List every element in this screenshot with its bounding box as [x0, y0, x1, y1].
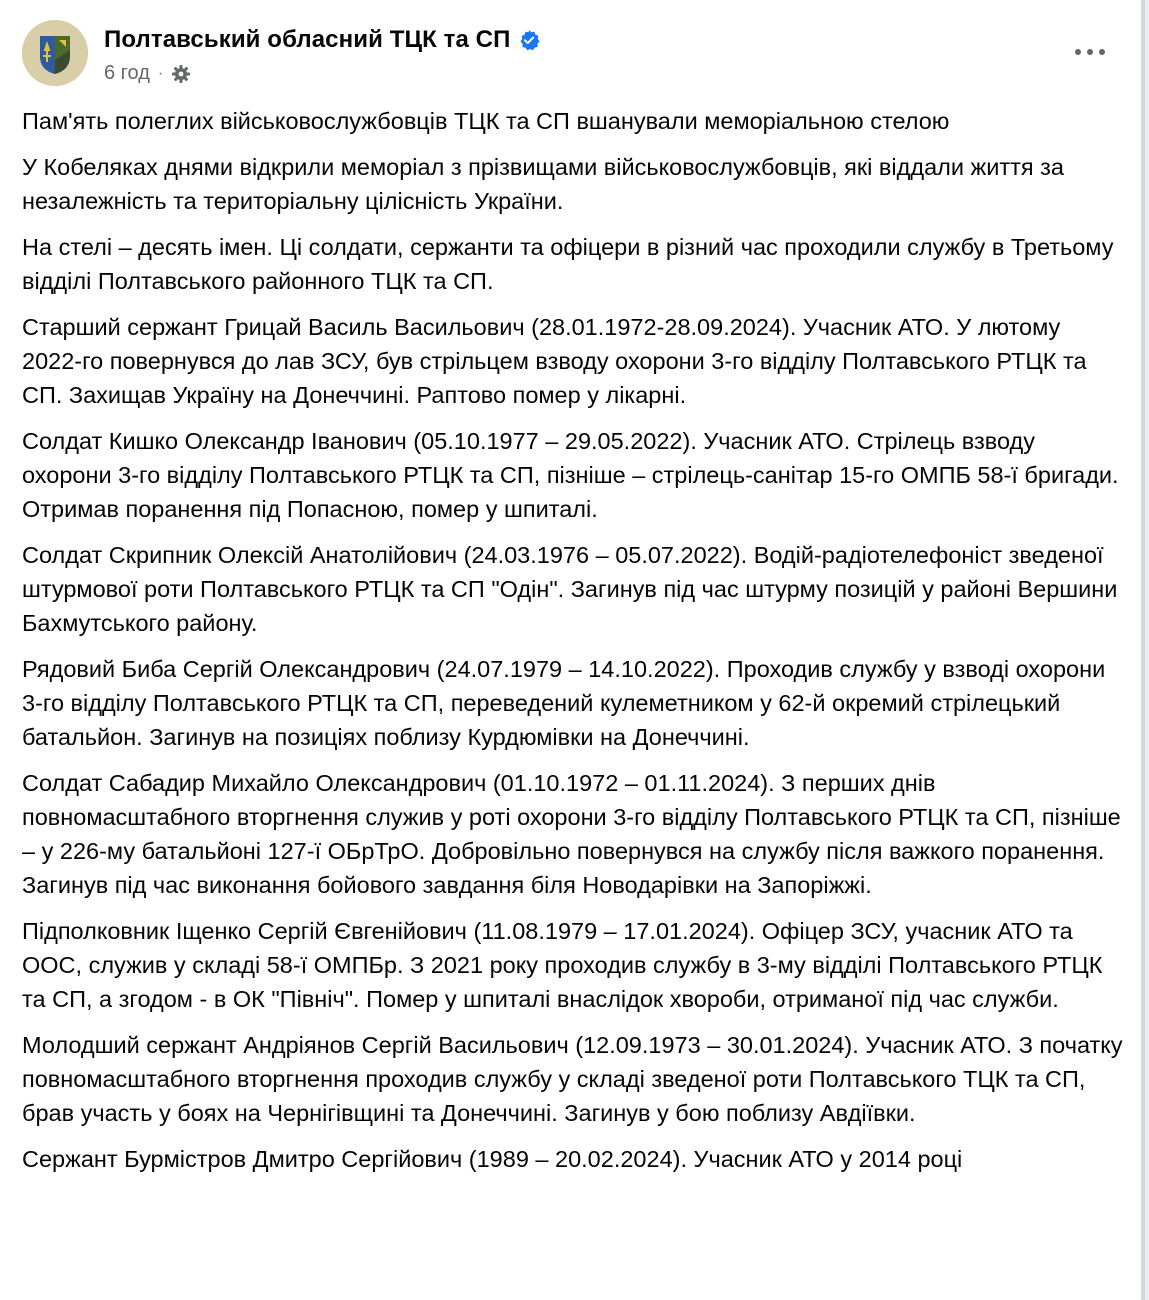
- more-options-icon: [1099, 49, 1105, 55]
- post-paragraph: Сержант Бурмістров Дмитро Сергійович (1989 – 20.02.2024). Учасник АТО у 2014 році: [22, 1146, 963, 1172]
- post-paragraph: Солдат Кишко Олександр Іванович (05.10.1977 – 29.05.2022). Учасник АТО. Стрілець взводу охорони 3-го відділу Полтавського РТЦК та СП, пізніше – стрілець-санітар 15-го ОМПБ 58-ї бригади. Отримав поранення під Попасною, помер у шпиталі.: [22, 428, 1119, 522]
- more-options-icon: [1087, 49, 1093, 55]
- post-paragraph: Рядовий Биба Сергій Олександрович (24.07.1979 – 14.10.2022). Проходив службу у взводі охорони 3-го відділу Полтавського РТЦК та СП, переведений кулеметником у 62-й окремий стрілецький батальйон. Загинув на позиціях поблизу Курдюмівки на Донеччині.: [22, 656, 1106, 750]
- post-paragraph: Старший сержант Грицай Василь Васильович (28.01.1972-28.09.2024). Учасник АТО. У лютому 2022-го повернувся до лав ЗСУ, був стрільцем взводу охорони 3-го відділу Полтавського РТЦК та СП. Захищав Україну на Донеччині. Раптово помер у лікарні.: [22, 314, 1087, 408]
- post-paragraph: На стелі – десять імен. Ці солдати, сержанти та офіцери в різний час проходили службу в Третьому відділі Полтавського районного ТЦК та СП.: [22, 234, 1114, 294]
- emblem-icon: [22, 20, 88, 86]
- post-paragraph: Солдат Сабадир Михайло Олександрович (01.10.1972 – 01.11.2024). З перших днів повномасштабного вторгнення служив у роті охорони 3-го відділу Полтавського РТЦК та СП, пізніше – у 226-му батальйоні 127-ї ОБрТрО. Добровільно повернувся на службу після важкого поранення. Загинув під час виконання бойового завдання біля Новодарівки на Запоріжжі.: [22, 770, 1121, 898]
- page-avatar[interactable]: [22, 20, 88, 86]
- post-text: [22, 104, 1124, 1188]
- post-paragraph: У Кобеляках днями відкрили меморіал з прізвищами військовослужбовців, які віддали життя за незалежність та територіальну цілісність України.: [22, 154, 1064, 214]
- gear-icon[interactable]: [171, 64, 191, 84]
- post-paragraph: Підполковник Іщенко Сергій Євгенійович (11.08.1979 – 17.01.2024). Офіцер ЗСУ, учасник АТО та ООС, служив у складі 58-ї ОМПБр. З 2021 року проходив службу в 3-му відділі Полтавського РТЦК та СП, а згодом - в ОК "Північ". Помер у шпиталі внаслідок хвороби, отриманої під час служби.: [22, 918, 1103, 1012]
- post-paragraph: Пам'ять полеглих військовослужбовців ТЦК та СП вшанували меморіальною стелою: [22, 108, 950, 134]
- post-timestamp[interactable]: 6 год: [104, 62, 150, 84]
- post-paragraph: Молодший сержант Андріянов Сергій Васильович (12.09.1973 – 30.01.2024). Учасник АТО. З початку повномасштабного вторгнення проходив службу у складі зведеної роти Полтавського ТЦК та СП, брав участь у боях на Чернігівщині та Донеччині. Загинув у бою поблизу Авдіївки.: [22, 1032, 1123, 1126]
- verified-badge-icon: [518, 29, 540, 51]
- post-header: [22, 20, 1122, 90]
- meta-separator: ·: [157, 64, 164, 82]
- post-meta: [104, 62, 191, 85]
- more-options-icon: [1075, 49, 1081, 55]
- author-name[interactable]: Полтавський обласний ТЦК та СП: [104, 26, 511, 53]
- more-options-button[interactable]: [1070, 36, 1110, 68]
- post-paragraph: Солдат Скрипник Олексій Анатолійович (24.03.1976 – 05.07.2022). Водій-радіотелефоніст зведеної штурмової роти Полтавського РТЦК та СП "Одін". Загинув під час штурму позицій у районі Вершини Бахмутського району.: [22, 542, 1118, 636]
- author-row: [104, 26, 540, 54]
